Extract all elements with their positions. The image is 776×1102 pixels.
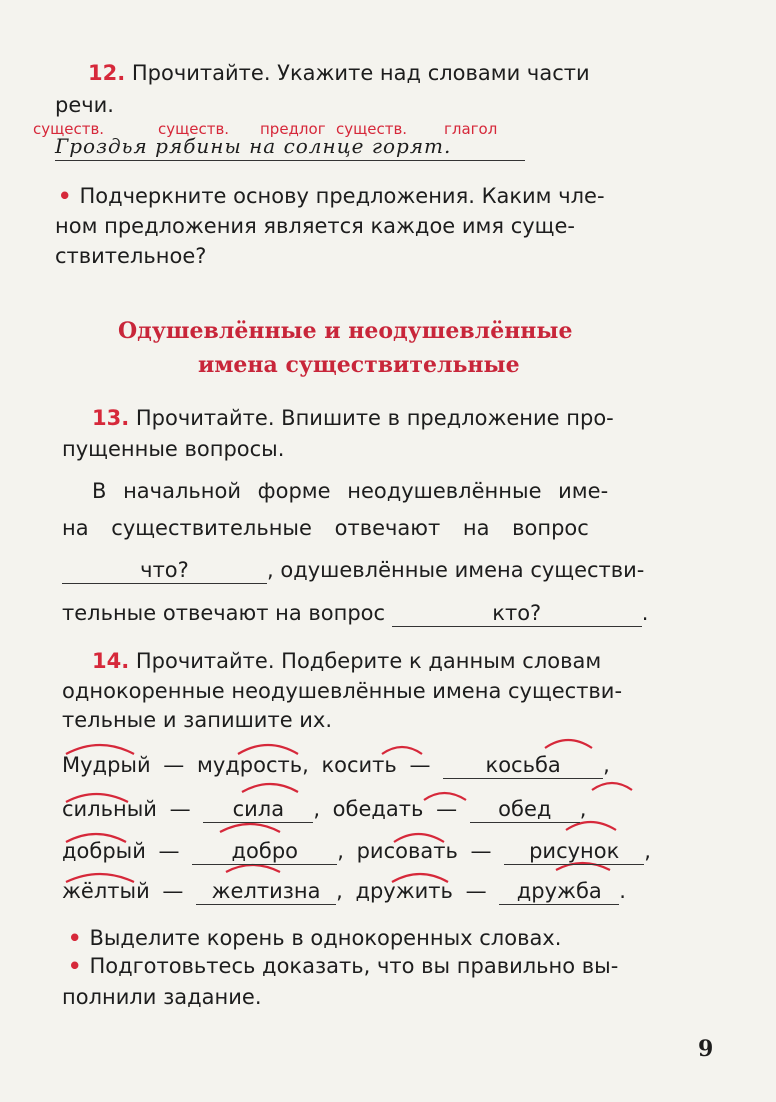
task12-number: 12. (88, 61, 126, 85)
root-arc-dobro (220, 824, 280, 832)
task13-number: 13. (92, 406, 130, 430)
task14-bullet2-line1 (68, 953, 618, 979)
task13-paragraph-line1: В начальной форме неодушевлённые име- (92, 479, 609, 503)
task14-bullet2-line2: полнили задание. (62, 985, 262, 1009)
bullet-icon: • (68, 954, 82, 978)
task12-bullet-text1: Подчеркните основу предложения. Каким чле- (79, 184, 605, 208)
row4-text-a: жёлтый — (62, 879, 184, 903)
answer-blank-1[interactable]: что? (62, 557, 267, 584)
task14-row3 (62, 838, 651, 865)
bullet-icon: • (58, 184, 72, 208)
task14-bullet1-text: Выделите корень в однокоренных словах. (89, 926, 562, 950)
task14-row1 (62, 752, 610, 779)
task13-line2: пущенные вопросы. (62, 437, 285, 461)
section-title-line2: имена существительные (198, 352, 520, 378)
root-arc-kosba (545, 740, 592, 748)
row1-text: Мудрый — мудрость, косить — (62, 753, 431, 777)
task13-paragraph-line2: на существительные отвечают на вопрос (62, 516, 589, 540)
row2-end: , (579, 797, 587, 821)
row4-end: . (619, 879, 626, 903)
root-arc-risunok (566, 822, 616, 830)
answer-sila[interactable]: сила (203, 796, 313, 823)
task13-end: . (641, 601, 649, 625)
task12-instruction: Прочитайте. Укажите над словами части (131, 61, 590, 85)
answer-obed[interactable]: обед (470, 796, 580, 823)
answer-dobro[interactable]: добро (192, 838, 337, 865)
task12-bullet-line3: ствительное? (55, 244, 207, 268)
task14-bullet2-text: Подготовьтесь доказать, что вы правильно вы- (89, 954, 619, 978)
task14-row2 (62, 796, 586, 823)
task12-line2: речи. (55, 93, 114, 117)
row3-end: , (644, 839, 651, 863)
answer-druzhba[interactable]: дружба (499, 878, 619, 905)
row4-text-b: , дружить — (336, 879, 487, 903)
task14-number: 14. (92, 649, 130, 673)
pos-label-5: глагол (444, 120, 498, 138)
row3-text-a: добрый — (62, 839, 180, 863)
task14-bullet1 (68, 925, 561, 951)
task14-instruction: Прочитайте. Подберите к данным словам (135, 649, 602, 673)
bullet-icon: • (68, 926, 82, 950)
root-arc-obed (592, 783, 632, 790)
root-arc-zheltizna (226, 865, 280, 872)
answer-zheltizna[interactable]: желтизна (196, 878, 336, 905)
handwritten-sentence: Гроздья рябины на солнце горят. (55, 134, 452, 158)
pos-label-3: предлог (260, 120, 326, 138)
pos-label-1: существ. (33, 120, 105, 138)
row2-text-a: сильный — (62, 797, 191, 821)
task13-text4: тельные отвечают на вопрос (62, 601, 386, 625)
task14-line2: однокоренные неодушевлённые имена существи- (62, 679, 623, 703)
task12-bullet-line2: ном предложения является каждое имя суще- (55, 214, 575, 238)
row1-end: , (603, 753, 610, 777)
answer-blank-2[interactable]: кто? (392, 600, 642, 627)
answer-kosba[interactable]: косьба (443, 752, 603, 779)
row2-text-b: , обедать — (313, 797, 458, 821)
root-arc-sila (242, 784, 298, 792)
page-number: 9 (698, 1036, 714, 1062)
section-title-line1: Одушевлённые и неодушевлённые (118, 318, 573, 344)
answer-risunok[interactable]: рисунок (504, 838, 644, 865)
task13-text3: , одушевлённые имена существи- (267, 558, 645, 582)
pos-label-4: существ. (336, 120, 408, 138)
task13-instruction: Прочитайте. Впишите в предложение про- (135, 406, 614, 430)
task14-row4 (62, 878, 626, 905)
row3-text-b: , рисовать — (337, 839, 492, 863)
pos-label-2: существ. (158, 120, 230, 138)
task14-line3: тельные и запишите их. (62, 708, 333, 732)
